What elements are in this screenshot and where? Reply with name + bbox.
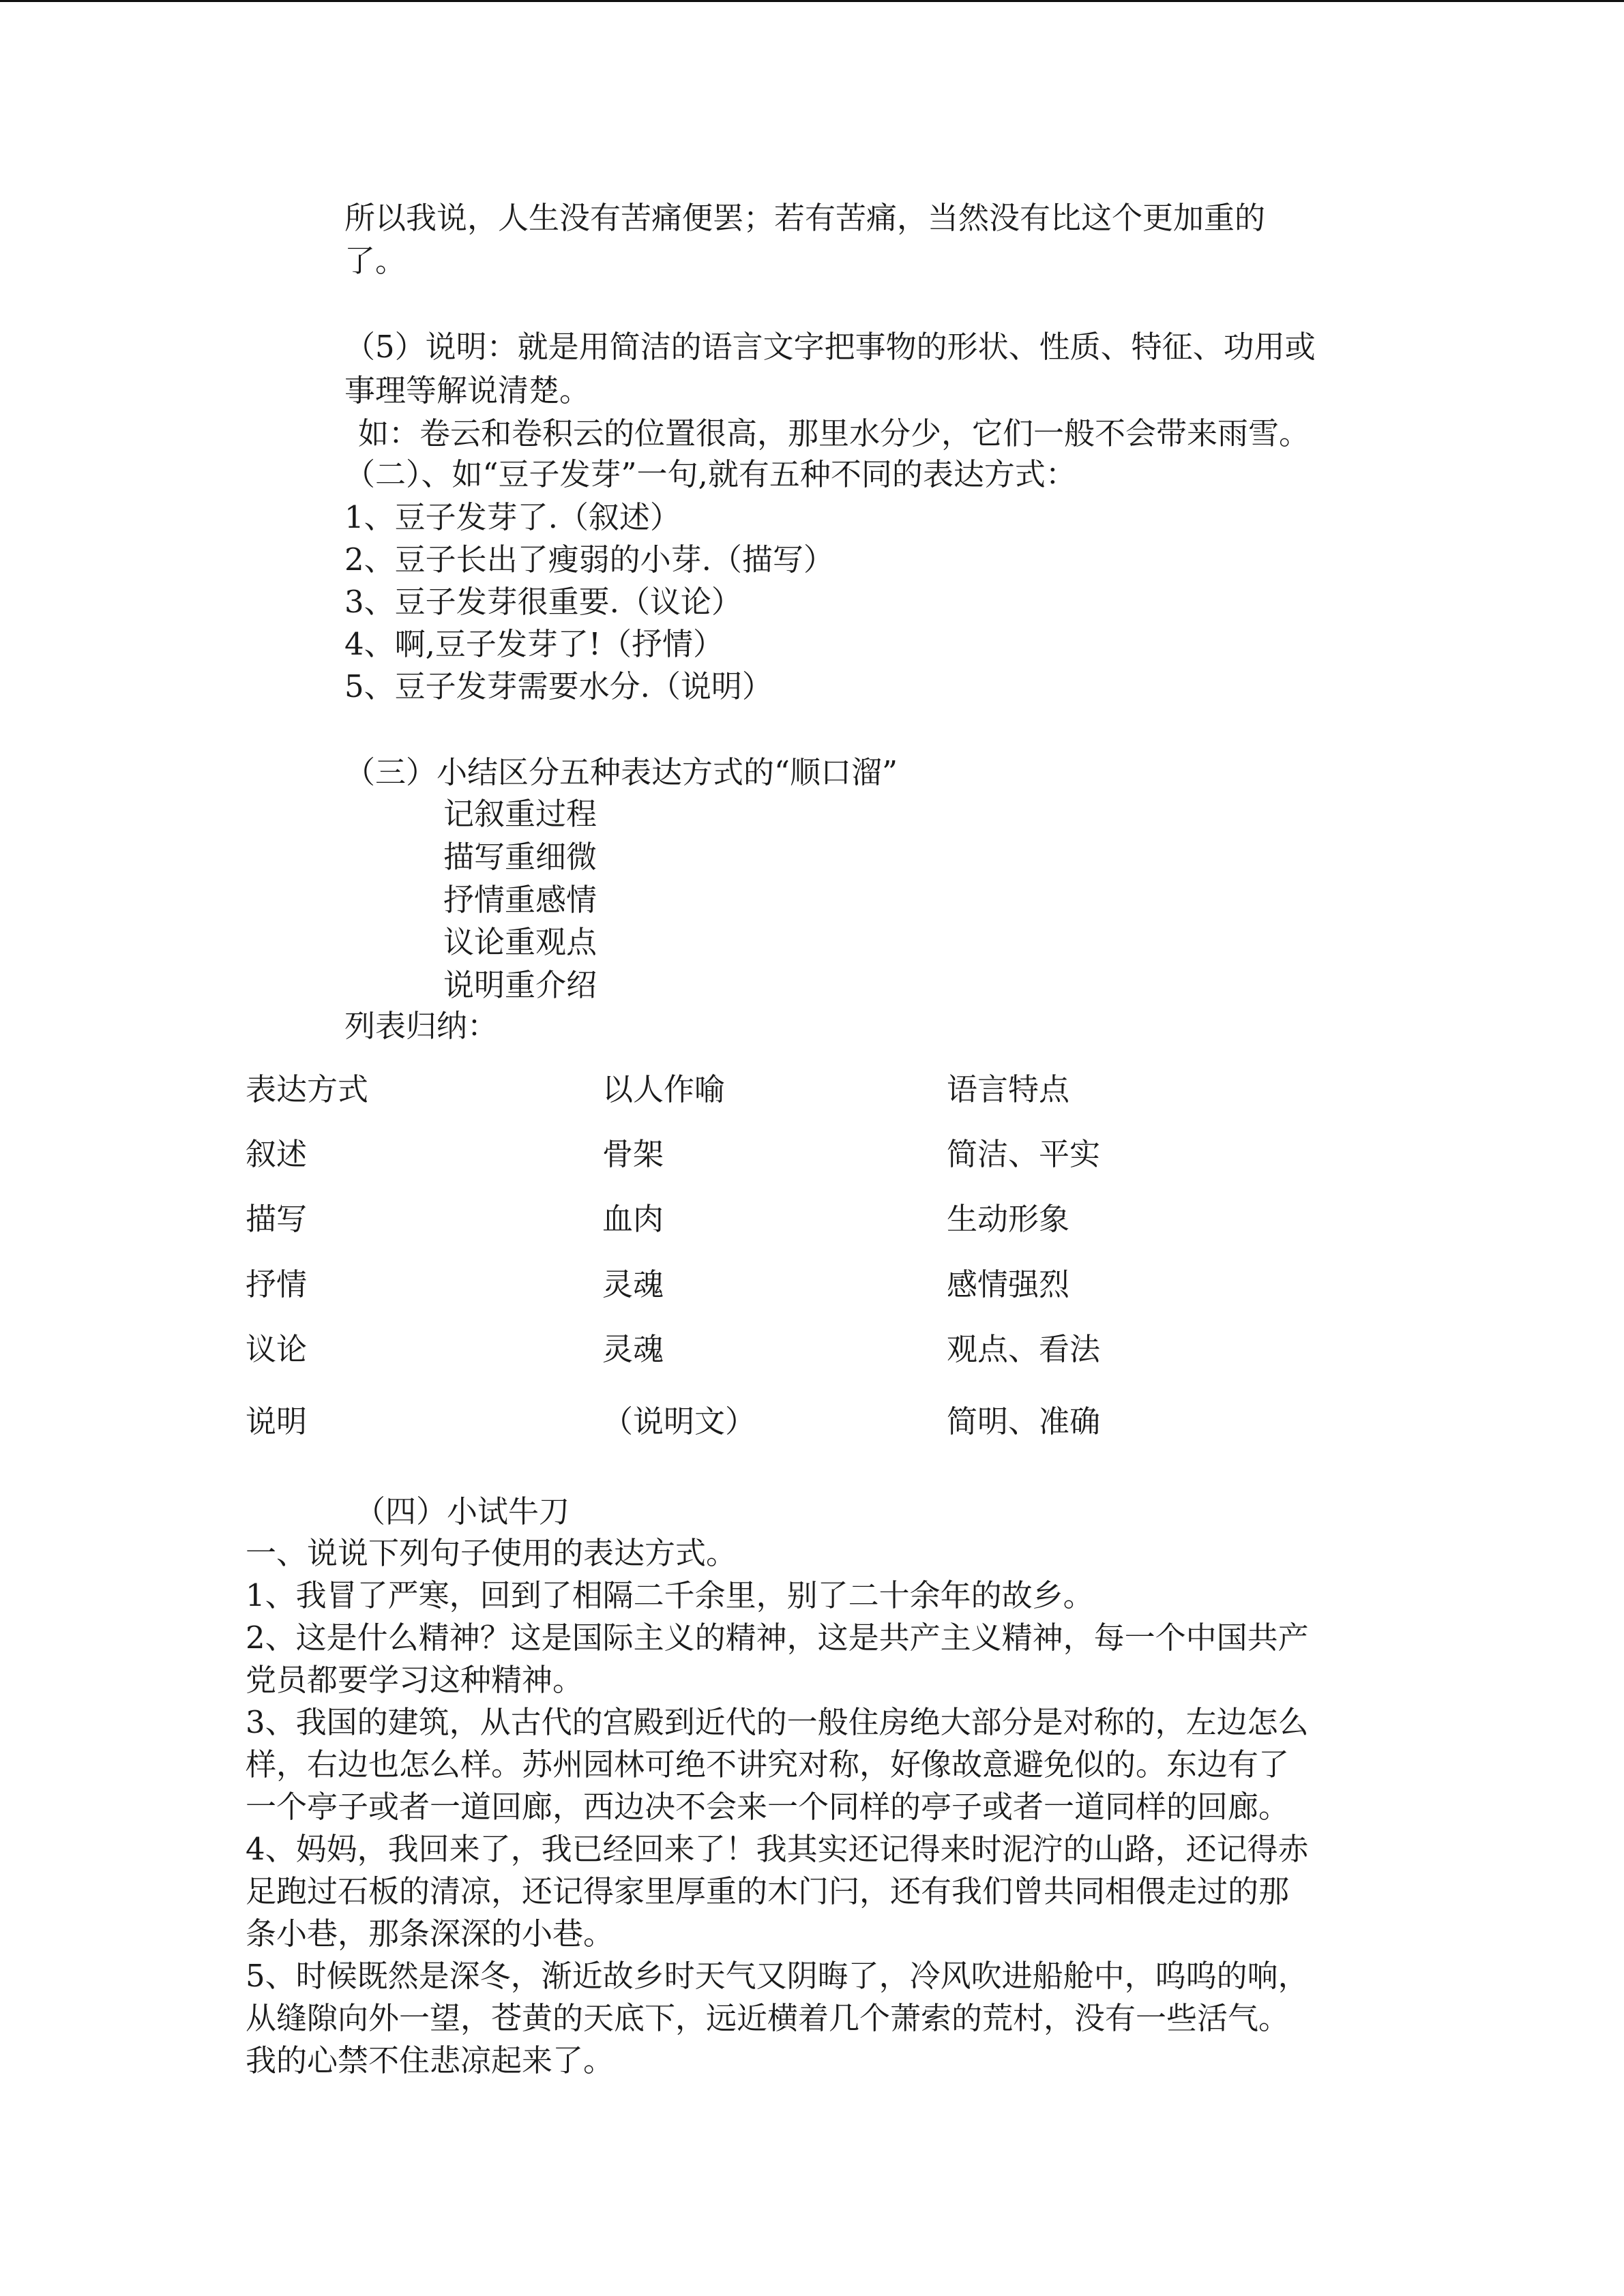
table-cell: 简洁、平实	[947, 1136, 1101, 1172]
table-cell: 简明、准确	[947, 1403, 1101, 1440]
section3-heading: （三）小结区分五种表达方式的“顺口溜”	[344, 754, 898, 790]
table-cell: 灵魂	[602, 1266, 664, 1302]
rhyme-3: 抒情重感情	[443, 882, 597, 918]
table-cell: 描写	[246, 1201, 308, 1237]
section4-subheading: 一、说说下列句子使用的表达方式。	[246, 1535, 737, 1571]
exercise-line: 5、时候既然是深冬，渐近故乡时天气又阴晦了，冷风吹进船舱中，呜呜的响，	[246, 1958, 1309, 1994]
table-cell: 说明	[246, 1403, 308, 1440]
section2-item-1: 1、豆子发芽了.（叙述）	[344, 499, 681, 535]
explanation-line-1: （5）说明：就是用简洁的语言文字把事物的形状、性质、特征、功用或	[344, 329, 1316, 365]
table-cell: 抒情	[246, 1266, 308, 1302]
exercise-line: 4、妈妈，我回来了，我已经回来了！我其实还记得来时泥泞的山路，还记得赤	[246, 1831, 1309, 1867]
rhyme-4: 议论重观点	[443, 924, 597, 960]
intro-line-2: 了。	[344, 243, 407, 279]
table-cell: 灵魂	[602, 1331, 664, 1367]
table-header-cell: 表达方式	[246, 1071, 369, 1107]
table-cell: 骨架	[602, 1136, 664, 1172]
exercise-line: 一个亭子或者一道回廊，西边决不会来一个同样的亭子或者一道同样的回廊。	[246, 1789, 1290, 1825]
table-header-cell: 以人作喻	[602, 1071, 726, 1107]
intro-line-1: 所以我说，人生没有苦痛便罢；若有苦痛，当然没有比这个更加重的	[344, 200, 1266, 236]
section2-item-4: 4、啊,豆子发芽了!（抒情）	[344, 626, 724, 662]
table-cell: 感情强烈	[947, 1266, 1070, 1302]
section2-item-5: 5、豆子发芽需要水分.（说明）	[344, 668, 773, 704]
page-top-border	[0, 0, 1624, 2]
table-intro: 列表归纳：	[344, 1008, 499, 1044]
table-cell: 叙述	[246, 1136, 308, 1172]
exercise-line: 2、这是什么精神？这是国际主义的精神，这是共产主义精神，每一个中国共产	[246, 1620, 1309, 1656]
section2-heading: （二）、如“豆子发芽”一句,就有五种不同的表达方式：	[344, 456, 1076, 492]
exercise-line: 3、我国的建筑，从古代的宫殿到近代的一般住房绝大部分是对称的，左边怎么	[246, 1704, 1309, 1740]
exercise-line: 从缝隙向外一望，苍黄的天底下，远近横着几个萧索的荒村，没有一些活气。	[246, 2000, 1290, 2036]
exercise-line: 我的心禁不住悲凉起来了。	[246, 2042, 615, 2078]
explanation-example: 如：卷云和卷积云的位置很高，那里水分少，它们一般不会带来雨雪。	[358, 415, 1310, 451]
table-header-cell: 语言特点	[947, 1071, 1070, 1107]
exercise-line: 党员都要学习这种精神。	[246, 1662, 584, 1698]
section4-heading: （四）小试牛刀	[355, 1493, 570, 1530]
table-cell: （说明文）	[602, 1403, 756, 1440]
section2-item-3: 3、豆子发芽很重要.（议论）	[344, 584, 742, 620]
table-cell: 血肉	[602, 1201, 664, 1237]
table-cell: 议论	[246, 1331, 308, 1367]
section2-item-2: 2、豆子长出了瘦弱的小芽.（描写）	[344, 541, 834, 578]
exercise-line: 足跑过石板的清凉，还记得家里厚重的木门闩，还有我们曾共同相偎走过的那	[246, 1873, 1290, 1909]
exercise-line: 样，右边也怎么样。苏州园林可绝不讲究对称，好像故意避免似的。东边有了	[246, 1746, 1290, 1783]
rhyme-5: 说明重介绍	[443, 967, 597, 1003]
rhyme-2: 描写重细微	[443, 839, 597, 875]
table-cell: 观点、看法	[947, 1331, 1101, 1367]
exercise-line: 条小巷，那条深深的小巷。	[246, 1915, 615, 1952]
explanation-line-2: 事理等解说清楚。	[344, 372, 591, 408]
exercise-line: 1、我冒了严寒，回到了相隔二千余里，别了二十余年的故乡。	[246, 1577, 1094, 1613]
table-cell: 生动形象	[947, 1201, 1070, 1237]
rhyme-1: 记叙重过程	[443, 796, 597, 832]
